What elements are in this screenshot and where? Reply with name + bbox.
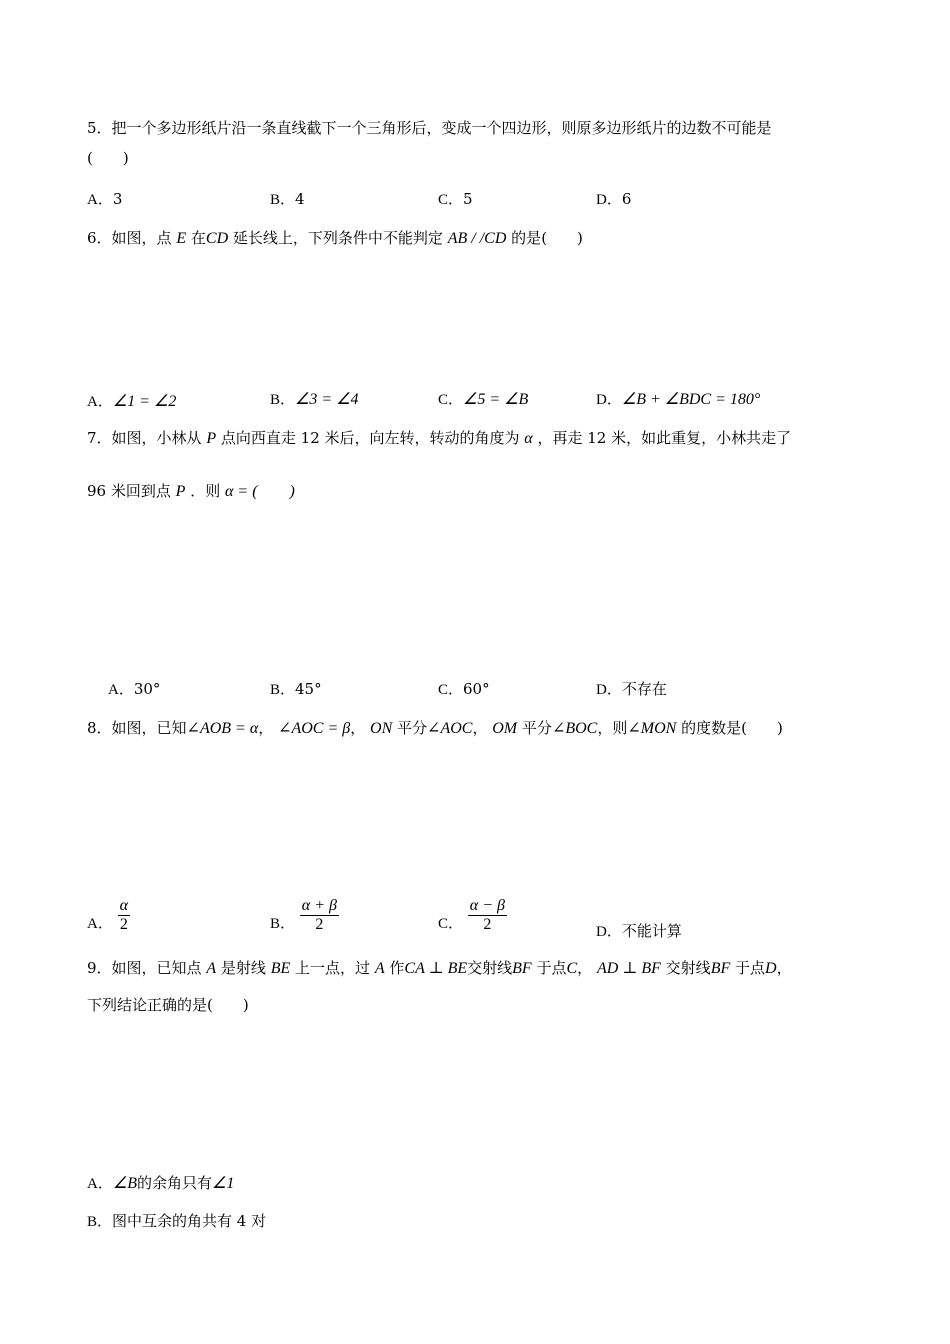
math-expr: α = ( ) bbox=[225, 483, 295, 500]
math-var: P bbox=[175, 483, 186, 500]
q6-text: 6．如图，点 bbox=[87, 229, 172, 247]
math-var: BE bbox=[270, 960, 291, 977]
q9-text: 交射线 bbox=[665, 959, 711, 977]
q6-text: 延长线上，下列条件中不能判定 bbox=[232, 229, 443, 247]
math-expr: AB / /CD bbox=[447, 230, 507, 247]
q9-option-b bbox=[87, 1211, 266, 1232]
q6-option-a bbox=[87, 391, 176, 412]
option-value: 不能计算 bbox=[621, 922, 682, 940]
math-var: P bbox=[206, 430, 217, 447]
option-label: D． bbox=[596, 192, 622, 208]
q9-option-a bbox=[87, 1173, 234, 1194]
option-value: 3 bbox=[112, 190, 123, 208]
q8-text: ， bbox=[472, 719, 488, 737]
math-var: A bbox=[374, 960, 385, 977]
q6-text: 的是 bbox=[511, 229, 542, 247]
q5-stem-text: 5．把一个多边形纸片沿一条直线截下一个三角形后，变成一个四边形，则原多边形纸片的边数不可能是 bbox=[87, 119, 772, 137]
math-var: BF bbox=[512, 960, 532, 977]
option-label: B． bbox=[270, 192, 296, 208]
q7-stem bbox=[87, 428, 791, 449]
q6-option-b bbox=[270, 389, 359, 410]
q8-text: ，则 bbox=[597, 719, 628, 737]
fraction-denominator: 2 bbox=[315, 916, 324, 933]
option-label: C． bbox=[438, 392, 464, 408]
answer-paren: ( ) bbox=[541, 229, 583, 247]
q9-stem bbox=[87, 958, 792, 979]
q5-stem bbox=[87, 118, 772, 138]
option-label: A． bbox=[87, 394, 113, 410]
q8-text: 的度数是 bbox=[681, 719, 742, 737]
q5-option-a bbox=[87, 189, 122, 210]
q5-option-c bbox=[438, 189, 473, 210]
fraction bbox=[118, 897, 130, 934]
fraction-denominator: 2 bbox=[483, 916, 492, 933]
q6-option-d bbox=[596, 389, 760, 410]
math-var: ON bbox=[370, 720, 393, 737]
option-value: 6 bbox=[621, 190, 632, 208]
q7-option-d bbox=[596, 679, 667, 700]
q9-text: 交射线 bbox=[467, 959, 513, 977]
q9-stem-line2 bbox=[87, 995, 249, 1015]
q8-option-d bbox=[596, 921, 682, 942]
math-expr: ∠AOC = β bbox=[278, 720, 351, 737]
option-value: ∠5 = ∠B bbox=[463, 391, 529, 408]
option-value: 不存在 bbox=[621, 680, 667, 698]
q7-text: ，再走 12 米，如此重复，小林共走了 bbox=[537, 429, 792, 447]
option-label: D． bbox=[596, 682, 622, 698]
q9-text: 下列结论正确的是 bbox=[87, 996, 208, 1014]
option-text: 的余角只有 bbox=[136, 1174, 212, 1192]
q7-text: 7．如图，小林从 bbox=[87, 429, 202, 447]
math-expr: ∠B bbox=[112, 1175, 137, 1192]
math-expr: ∠1 bbox=[211, 1175, 235, 1192]
q7-text: ．则 bbox=[190, 482, 221, 500]
option-value: 30° bbox=[133, 680, 161, 698]
q5-paren bbox=[87, 148, 129, 168]
math-expr: ∠AOB = α bbox=[186, 720, 259, 737]
option-label: C． bbox=[438, 682, 464, 698]
q8-text: ， bbox=[258, 719, 274, 737]
fraction-numerator: α − β bbox=[469, 897, 505, 914]
option-label: A． bbox=[87, 916, 113, 932]
q8-stem bbox=[87, 718, 783, 739]
q9-text: 于点 bbox=[735, 959, 766, 977]
option-label: B． bbox=[270, 682, 296, 698]
q7-stem-line2 bbox=[87, 481, 295, 502]
q9-text: 是射线 bbox=[220, 959, 266, 977]
option-text: 图中互余的角共有 4 对 bbox=[112, 1212, 267, 1230]
q9-text: 9．如图，已知点 bbox=[87, 959, 202, 977]
answer-paren: ( ) bbox=[207, 996, 249, 1014]
q7-text: 点向西直走 12 米后，向左转，转动的角度为 bbox=[220, 429, 520, 447]
q6-option-c bbox=[438, 389, 528, 410]
fraction-numerator: α bbox=[119, 897, 129, 914]
option-label: D． bbox=[596, 924, 622, 940]
fraction-denominator: 2 bbox=[119, 916, 128, 933]
q7-option-b bbox=[270, 679, 322, 700]
q8-text: 平分 bbox=[521, 719, 552, 737]
q7-option-a bbox=[108, 679, 160, 700]
math-expr: ∠MON bbox=[627, 720, 677, 737]
q9-text: ， bbox=[577, 959, 593, 977]
q8-text: 平分 bbox=[397, 719, 428, 737]
q7-option-c bbox=[438, 679, 490, 700]
option-value: 60° bbox=[463, 680, 490, 698]
option-label: C． bbox=[438, 192, 464, 208]
q9-text: 上一点，过 bbox=[295, 959, 371, 977]
option-label: A． bbox=[87, 1176, 113, 1192]
q8-option-c bbox=[438, 897, 507, 934]
option-value: ∠3 = ∠4 bbox=[295, 391, 359, 408]
q5-option-d bbox=[596, 189, 631, 210]
option-label: B． bbox=[87, 1214, 113, 1230]
math-var: D bbox=[765, 960, 777, 977]
q8-option-b bbox=[270, 897, 339, 934]
q6-text: 在 bbox=[190, 229, 206, 247]
fraction-numerator: α + β bbox=[301, 897, 337, 914]
q8-option-a bbox=[87, 897, 130, 934]
option-value: 45° bbox=[295, 680, 322, 698]
answer-paren: ( ) bbox=[741, 719, 783, 737]
fraction bbox=[468, 897, 507, 934]
q8-text: 8．如图，已知 bbox=[87, 719, 187, 737]
option-label: B． bbox=[270, 392, 296, 408]
math-expr: CA ⊥ BE bbox=[404, 960, 468, 977]
q6-stem bbox=[87, 228, 583, 249]
fraction bbox=[300, 897, 339, 934]
option-value: 5 bbox=[463, 190, 473, 208]
option-label: C． bbox=[438, 916, 464, 932]
math-var: CD bbox=[205, 230, 229, 247]
math-expr: ∠AOC bbox=[427, 720, 473, 737]
math-var: OM bbox=[492, 720, 518, 737]
math-expr: ∠BOC bbox=[551, 720, 598, 737]
q8-text: ， bbox=[350, 719, 366, 737]
option-label: A． bbox=[87, 192, 113, 208]
answer-paren: ( ) bbox=[87, 149, 129, 167]
option-value: ∠1 = ∠2 bbox=[112, 393, 177, 410]
option-label: A． bbox=[108, 682, 134, 698]
q9-text: ， bbox=[776, 959, 792, 977]
option-value: ∠B + ∠BDC = 180° bbox=[621, 391, 761, 408]
option-label: D． bbox=[596, 392, 622, 408]
q5-option-b bbox=[270, 189, 305, 210]
q7-text: 96 米回到点 bbox=[87, 482, 171, 500]
math-var: BF bbox=[710, 960, 731, 977]
q9-text: 于点 bbox=[536, 959, 567, 977]
math-var: C bbox=[566, 960, 578, 977]
math-var: E bbox=[176, 230, 187, 247]
option-label: B． bbox=[270, 916, 296, 932]
math-expr: AD ⊥ BF bbox=[596, 960, 661, 977]
math-var: α bbox=[524, 430, 533, 447]
math-var: A bbox=[206, 960, 217, 977]
option-value: 4 bbox=[295, 190, 305, 208]
q9-text: 作 bbox=[389, 959, 405, 977]
